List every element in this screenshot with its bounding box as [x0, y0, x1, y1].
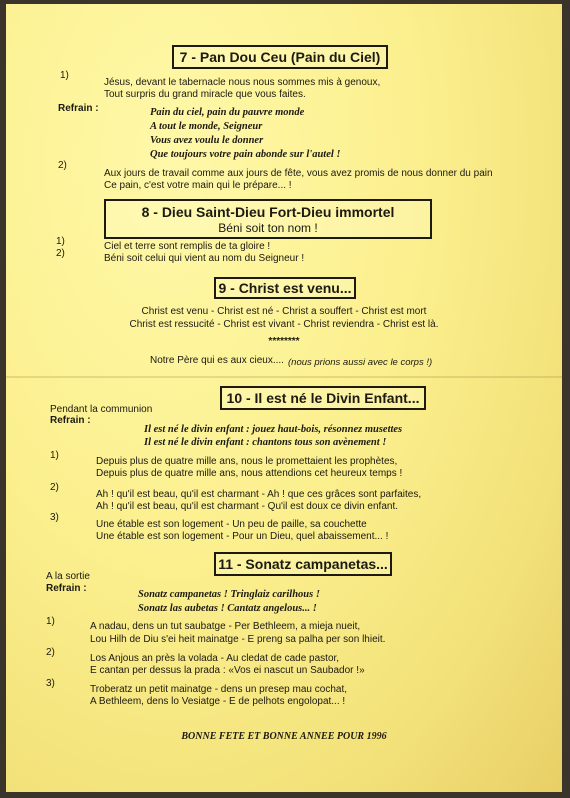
text-line: Christ est ressucité - Christ est vivant - Christ reviendra - Christ est là. — [129, 319, 439, 330]
refrain-line: Sonatz campanetas ! Tringlaiz carilhous ! — [138, 589, 320, 600]
song-sheet — [6, 4, 562, 792]
fold-crease — [6, 376, 562, 378]
verse-number: 1) — [50, 450, 59, 461]
verse-line: Aux jours de travail comme aux jours de fête, vous avez promis de nous donner du pain — [104, 168, 493, 179]
verse-line: Depuis plus de quatre mille ans, nous le promettaient les prophètes, — [96, 456, 398, 467]
refrain-line: Sonatz las aubetas ! Cantatz angelous... ! — [138, 603, 317, 614]
verse-number: 1) — [60, 70, 69, 81]
footer-greeting: BONNE FETE ET BONNE ANNEE POUR 1996 — [181, 731, 387, 742]
text-line: Christ est venu - Christ est né - Christ a souffert - Christ est mort — [141, 306, 427, 317]
verse-line: Une étable est son logement - Un peu de paille, sa couchette — [96, 519, 367, 530]
section-10-title: 10 - Il est né le Divin Enfant... — [220, 386, 426, 410]
verse-number: 2) — [58, 160, 67, 171]
verse-line: Depuis plus de quatre mille ans, nous attendions cet heureux temps ! — [96, 468, 403, 479]
text-line: Notre Père qui es aux cieux.... — [150, 355, 284, 366]
verse-line: A Bethleem, dens lo Vesiatge - E de pelhots engolopat... ! — [90, 696, 346, 707]
refrain-line: Vous avez voulu le donner — [150, 135, 264, 146]
verse-line: Ciel et terre sont remplis de ta gloire ! — [104, 241, 271, 252]
verse-number: 2) — [46, 647, 55, 658]
section-8-subtitle: Béni soit ton nom ! — [218, 221, 318, 235]
section-note: A la sortie — [46, 571, 90, 582]
refrain-line: Il est né le divin enfant : chantons tous son avènement ! — [144, 437, 387, 448]
refrain-line: Pain du ciel, pain du pauvre monde — [150, 107, 305, 118]
section-8-title: 8 - Dieu Saint-Dieu Fort-Dieu immortel — [141, 204, 395, 220]
verse-line: Jésus, devant le tabernacle nous nous sommes mis à genoux, — [104, 77, 381, 88]
refrain-line: Il est né le divin enfant : jouez haut-bois, résonnez musettes — [144, 424, 403, 435]
refrain-label: Refrain : — [46, 583, 87, 594]
verse-number: 2) — [56, 248, 65, 259]
verse-number: 1) — [56, 236, 65, 247]
verse-line: Ah ! qu'il est beau, qu'il est charmant - Qu'il est doux ce divin enfant. — [96, 501, 399, 512]
refrain-line: Que toujours votre pain abonde sur l'autel ! — [150, 149, 341, 160]
section-note: Pendant la communion — [50, 404, 153, 415]
verse-line: Ah ! qu'il est beau, qu'il est charmant - Ah ! que ces grâces sont parfaites, — [96, 489, 422, 500]
verse-number: 3) — [50, 512, 59, 523]
verse-line: Lou Hilh de Diu s'ei heit mainatge - E preng sa palha per son lhieit. — [90, 634, 386, 645]
text-note: (nous prions aussi avec le corps !) — [288, 357, 433, 368]
verse-line: Los Anjous an près la volada - Au cledat de cade pastor, — [90, 653, 340, 664]
verse-number: 2) — [50, 482, 59, 493]
verse-line: Ce pain, c'est votre main qui le prépare... ! — [104, 180, 292, 191]
verse-line: Une étable est son logement - Pour un Dieu, quel abaissement... ! — [96, 531, 389, 542]
section-11-title: 11 - Sonatz campanetas... — [214, 552, 392, 576]
verse-number: 3) — [46, 678, 55, 689]
refrain-label: Refrain : — [58, 103, 99, 114]
section-9-title: 9 - Christ est venu... — [214, 277, 356, 299]
verse-line: A nadau, dens un tut saubatge - Per Bethleem, a mieja nueit, — [90, 621, 361, 632]
verse-line: Béni soit celui qui vient au nom du Seigneur ! — [104, 253, 305, 264]
verse-number: 1) — [46, 616, 55, 627]
refrain-label: Refrain : — [50, 415, 91, 426]
separator-stars: ******** — [268, 336, 300, 347]
section-7-title: 7 - Pan Dou Ceu (Pain du Ciel) — [172, 45, 388, 69]
verse-line: Troberatz un petit mainatge - dens un presep mau cochat, — [90, 684, 347, 695]
section-8-title-box — [104, 199, 432, 239]
verse-line: Tout surpris du grand miracle que vous faites. — [104, 89, 306, 100]
verse-line: E cantan per dessus la prada : «Vos ei nascut un Saubador !» — [90, 665, 365, 676]
refrain-line: A tout le monde, Seigneur — [150, 121, 263, 132]
